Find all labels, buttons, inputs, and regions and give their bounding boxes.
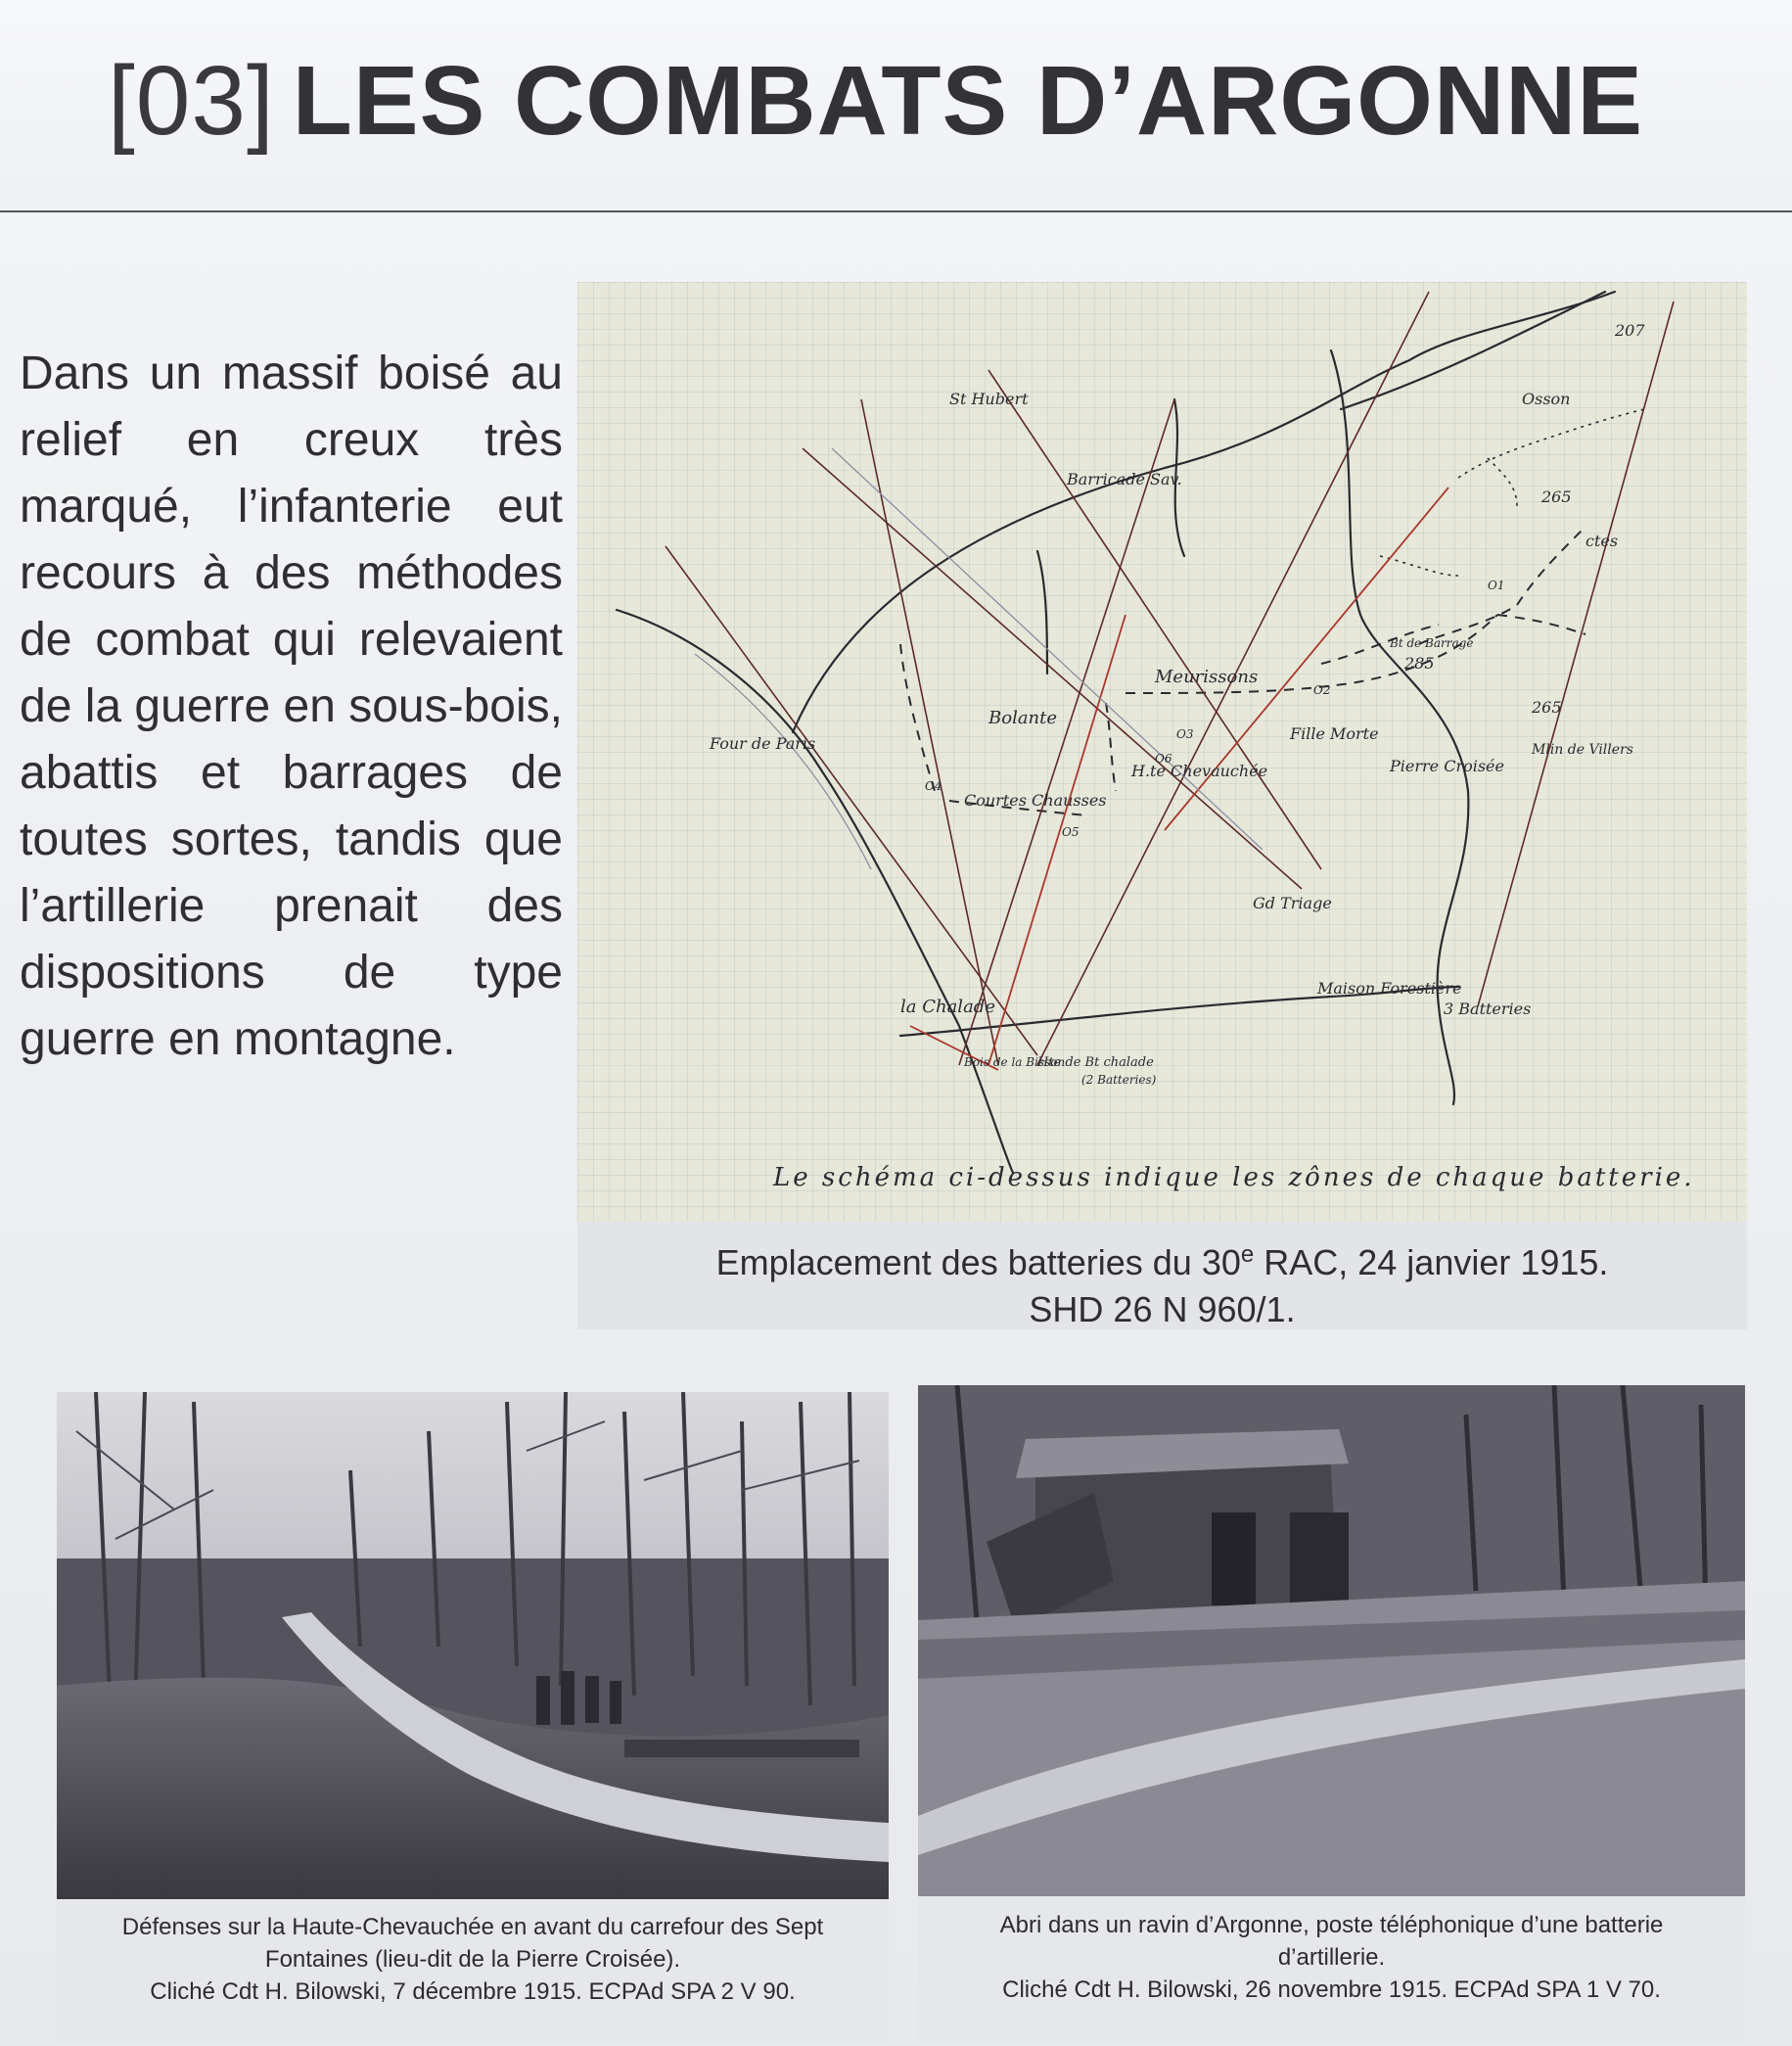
map-label-o3: O3 <box>1176 727 1194 741</box>
page-title <box>108 37 1713 164</box>
map-caption-sup: e <box>1240 1241 1255 1268</box>
map-label-o6: O6 <box>1155 752 1172 766</box>
photo-figure-2 <box>918 1385 1745 2043</box>
map-caption-line1-post: RAC, 24 janvier 1915. <box>1254 1242 1609 1282</box>
map-handwritten-note: Le schéma ci-dessus indique les zônes de chaque batterie. <box>773 1163 1695 1192</box>
map-label-285: 285 <box>1404 654 1435 673</box>
map-label-pierre-croisee: Pierre Croisée <box>1390 757 1504 775</box>
map-label-four-de-paris: Four de Paris <box>710 734 816 753</box>
photo-figure-1 <box>57 1392 889 2043</box>
map-label-hte-de-bt-chalade: Hte de Bt chalade <box>1037 1055 1154 1070</box>
map-label-o1: O1 <box>1488 579 1505 592</box>
map-label-bois-de-la-bisson: Bois de la Bisson <box>964 1055 1066 1069</box>
section-number: [03] <box>108 46 275 156</box>
map-label-barricade: Barricade Sav. <box>1067 470 1182 488</box>
map-label-osson: Osson <box>1522 390 1571 408</box>
map-label-o4: O4 <box>925 779 942 793</box>
header <box>0 0 1792 212</box>
map-figure <box>577 282 1747 1329</box>
map-label-barrage: Bt de Barrage <box>1390 636 1474 650</box>
photo-2-caption <box>918 1909 1745 2006</box>
photo-2-caption-line2: d’artillerie. <box>1277 1944 1386 1971</box>
map-label-st-hubert: St Hubert <box>949 390 1029 408</box>
map-label-bolante: Bolante <box>988 708 1058 728</box>
intro-text: Dans un massif boisé au relief en creux très marqué, l’infanterie eut recours à des méthodes de combat qui relevaient de la guerre en sous-bois, abattis et barrages de toutes sortes, tandis que l’artillerie prenait des dispositions de type guerre en montagne. <box>20 348 563 1065</box>
photo-1-caption-line3: Cliché Cdt H. Bilowski, 7 décembre 1915. ECPAd SPA 2 V 90. <box>150 1978 796 2005</box>
map-label-maison-forestiere: Maison Forestière <box>1317 979 1462 998</box>
battery-map <box>577 282 1747 1222</box>
photo-trench-defenses <box>57 1392 889 1899</box>
photo-1-caption-line2: Fontaines (lieu-dit de la Pierre Croisée). <box>264 1946 681 1973</box>
photo-2-image <box>918 1385 1745 1896</box>
map-caption <box>577 1222 1747 1329</box>
map-caption-line2: SHD 26 N 960/1. <box>1029 1289 1296 1329</box>
photo-1-image <box>57 1392 889 1899</box>
map-label-la-chalade: la Chalade <box>900 997 995 1017</box>
map-label-o5: O5 <box>1062 825 1080 839</box>
map-label-fille-morte: Fille Morte <box>1290 724 1379 743</box>
section-title: LES COMBATS D’ARGONNE <box>292 46 1644 156</box>
map-label-o2: O2 <box>1313 683 1331 697</box>
map-label-batteries-sub: (2 Batteries) <box>1081 1073 1157 1087</box>
map-label-gd-triage: Gd Triage <box>1253 894 1332 912</box>
photo-1-caption <box>57 1911 889 2008</box>
photo-2-caption-line3: Cliché Cdt H. Bilowski, 26 novembre 1915. ECPAd SPA 1 V 70. <box>1002 1976 1661 2003</box>
map-label-meurissons: Meurissons <box>1155 667 1259 687</box>
map-label-ctes: ctes <box>1585 532 1619 550</box>
photo-1-caption-line1: Défenses sur la Haute-Chevauchée en avant du carrefour des Sept <box>121 1914 824 1940</box>
map-label-265-top: 265 <box>1541 488 1572 506</box>
map-label-265-right: 265 <box>1532 698 1562 717</box>
map-label-courtes-chausses: Courtes Chausses <box>964 791 1107 810</box>
map-label-moulin: Mlin de Villers <box>1532 742 1633 758</box>
photo-shelter-ravine <box>918 1385 1745 1896</box>
map-label-haute-chevauchee: H.te Chevauchée <box>1131 762 1268 780</box>
map-label-207: 207 <box>1615 321 1645 340</box>
photo-2-caption-line1: Abri dans un ravin d’Argonne, poste téléphonique d’une batterie <box>999 1912 1664 1938</box>
map-label-batteries: 3 Batteries <box>1444 1000 1532 1018</box>
map-caption-line1-pre: Emplacement des batteries du 30 <box>715 1242 1241 1282</box>
